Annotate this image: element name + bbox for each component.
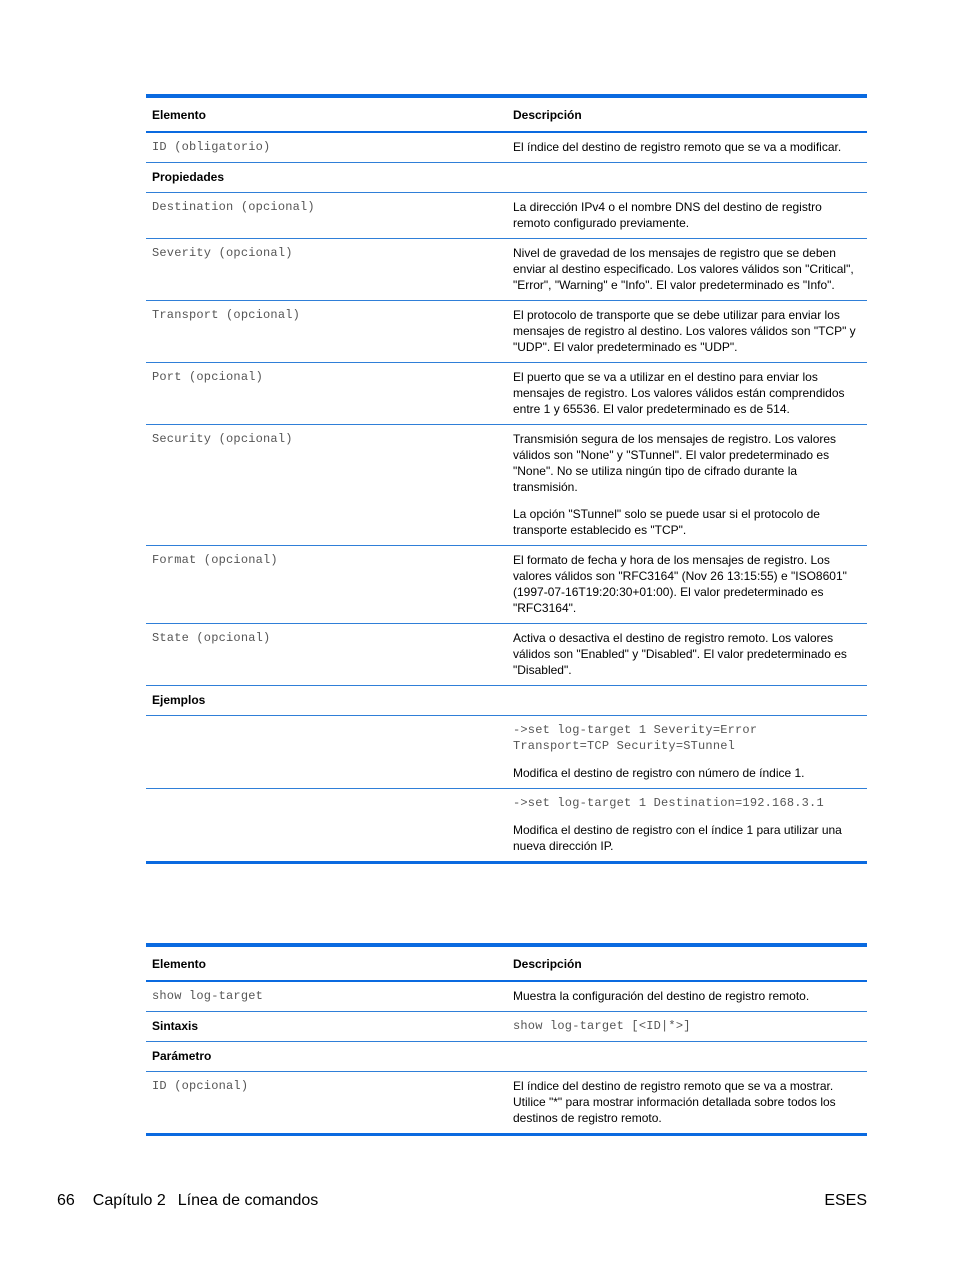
- element-severity: Severity (opcional): [146, 239, 507, 301]
- description-transport: El protocolo de transporte que se debe utilizar para enviar los mensajes de registro al destino. Los valores válidos son "TCP" y "UDP". El valor predeterminado es "UDP".: [507, 301, 867, 363]
- description-id: El índice del destino de registro remoto que se va a modificar.: [507, 132, 867, 163]
- locale-code: ESES: [824, 1192, 867, 1209]
- description-severity: Nivel de gravedad de los mensajes de registro que se deben enviar al destino especificado. Los valores válidos son "Critical", "Error", "Warning" e "Info". El valor predeterminado es "Info".: [507, 239, 867, 301]
- show-log-target-table: [146, 943, 867, 1136]
- table-row: [146, 132, 867, 163]
- table-row: [146, 239, 867, 301]
- element-security: Security (opcional): [146, 425, 507, 546]
- table-header-row: [146, 945, 867, 981]
- element-id: ID (obligatorio): [146, 132, 507, 163]
- example-1-command-line-2: Transport=TCP Security=STunnel: [513, 739, 736, 753]
- section-title-properties: Propiedades: [146, 163, 507, 193]
- element-transport: Transport (opcional): [146, 301, 507, 363]
- table-row: [146, 363, 867, 425]
- table-row: [146, 301, 867, 363]
- example-empty-cell: [146, 716, 507, 789]
- example-2-command: ->set log-target 1 Destination=192.168.3.1: [513, 796, 824, 810]
- syntax-row: [146, 1012, 867, 1042]
- header-element: Elemento: [146, 945, 507, 981]
- chapter-title: Línea de comandos: [177, 1192, 319, 1209]
- description-id-optional: El índice del destino de registro remoto que se va a mostrar. Utilice "*" para mostrar información detallada sobre todos los destinos de registro remoto.: [513, 1079, 836, 1125]
- example-1-command: [513, 722, 861, 754]
- chapter-label: Capítulo 2: [92, 1192, 166, 1209]
- section-empty-cell: [507, 686, 867, 716]
- element-format: Format (opcional): [146, 546, 507, 624]
- example-row: [146, 789, 867, 863]
- description-destination: La dirección IPv4 o el nombre DNS del destino de registro remoto configurado previamente.: [507, 193, 867, 239]
- header-element: Elemento: [146, 96, 507, 132]
- section-row-properties: [146, 163, 867, 193]
- description-port: El puerto que se va a utilizar en el destino para enviar los mensajes de registro. Los valores válidos están comprendidos entre 1 y 65536. El valor predeterminado es de 514.: [507, 363, 867, 425]
- table-row: [146, 624, 867, 686]
- example-2-description: Modifica el destino de registro con el índice 1 para utilizar una nueva dirección IP.: [513, 823, 842, 853]
- section-empty-cell: [507, 1042, 867, 1072]
- element-state: State (opcional): [146, 624, 507, 686]
- footer-left: [57, 1191, 318, 1211]
- remote-log-target-set-table: [146, 94, 867, 864]
- element-destination: Destination (opcional): [146, 193, 507, 239]
- section-row-parameter: [146, 1042, 867, 1072]
- header-description: Descripción: [507, 96, 867, 132]
- description-security-paragraph-2: La opción "STunnel" solo se puede usar si el protocolo de transporte establecido es "TCP".: [513, 507, 820, 537]
- example-1-description: Modifica el destino de registro con número de índice 1.: [513, 766, 805, 780]
- section-empty-cell: [507, 163, 867, 193]
- section-title-parameter: Parámetro: [146, 1042, 507, 1072]
- table-row: [146, 425, 867, 546]
- table-row: [146, 981, 867, 1012]
- example-2-cell: [507, 789, 867, 863]
- description-state: Activa o desactiva el destino de registro remoto. Los valores válidos son "Enabled" y "Disabled". El valor predeterminado es "Disabled".: [507, 624, 867, 686]
- page-number: 66: [57, 1192, 75, 1209]
- example-empty-cell: [146, 789, 507, 863]
- table-header-row: [146, 96, 867, 132]
- section-title-examples: Ejemplos: [146, 686, 507, 716]
- description-format: El formato de fecha y hora de los mensajes de registro. Los valores válidos son "RFC3164" (Nov 26 13:15:55) e "ISO8601" (1997-07-16T19:20:30+01:00). El valor predeterminado es "RFC3164".: [507, 546, 867, 624]
- header-description: Descripción: [507, 945, 867, 981]
- element-id-optional: ID (opcional): [152, 1079, 249, 1093]
- syntax-label: Sintaxis: [146, 1012, 507, 1042]
- table-row: [146, 546, 867, 624]
- description-security: [507, 425, 867, 546]
- example-1-command-line-1: ->set log-target 1 Severity=Error: [513, 723, 758, 737]
- section-row-examples: [146, 686, 867, 716]
- table-row: [146, 193, 867, 239]
- syntax-value: show log-target [<ID|*>]: [507, 1012, 867, 1042]
- description-show-command: Muestra la configuración del destino de registro remoto.: [507, 981, 867, 1012]
- element-show-command: show log-target: [146, 981, 507, 1012]
- description-security-paragraph-1: Transmisión segura de los mensajes de registro. Los valores válidos son "None" y "STunnel". El valor predeterminado es "None". No se utiliza ningún tipo de cifrado durante la transmisión.: [513, 432, 837, 494]
- table-row: [146, 1072, 867, 1135]
- example-row: [146, 716, 867, 789]
- example-1-cell: [507, 716, 867, 789]
- element-port: Port (opcional): [146, 363, 507, 425]
